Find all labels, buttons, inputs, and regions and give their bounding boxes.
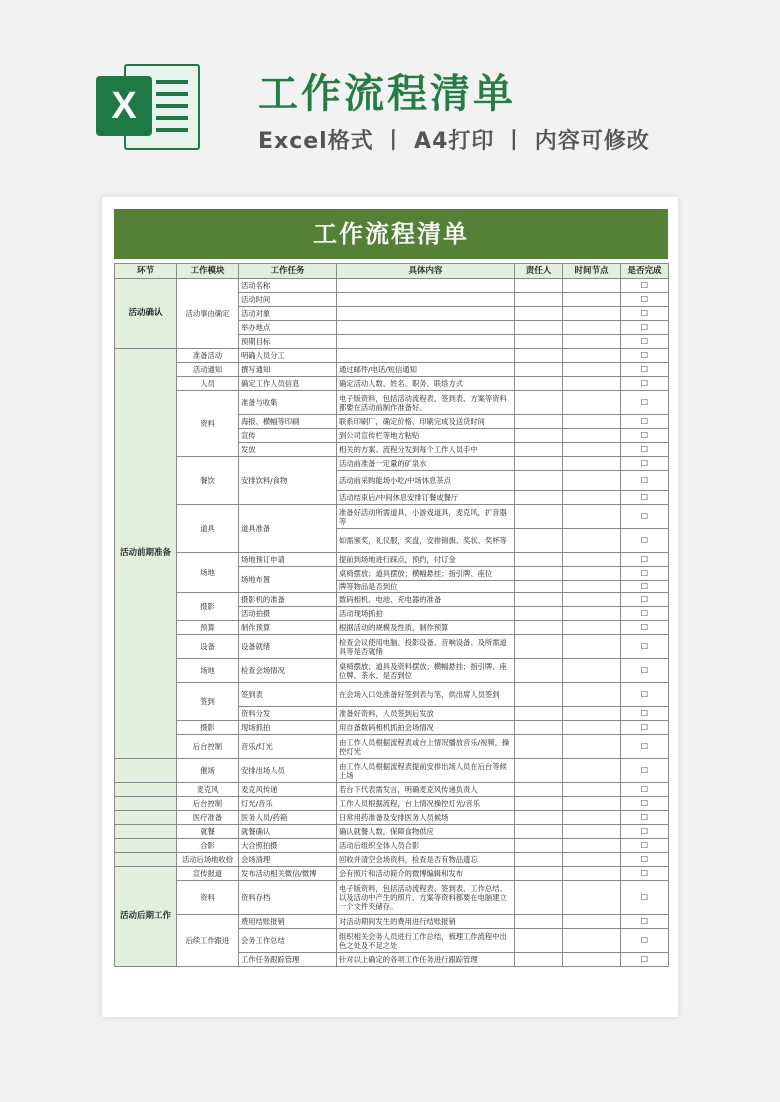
deadline-cell bbox=[563, 783, 621, 797]
stage-cell: 活动确认 bbox=[115, 279, 177, 349]
module-cell: 准备活动 bbox=[177, 349, 239, 363]
content-cell: 桌椅摆放；道具摆放；横幅悬挂；指引牌、座位 bbox=[337, 567, 515, 581]
deadline-cell bbox=[563, 391, 621, 415]
deadline-cell bbox=[563, 321, 621, 335]
done-checkbox[interactable]: ☐ bbox=[621, 707, 669, 721]
task-cell: 安排出场人员 bbox=[239, 759, 337, 783]
task-cell: 活动拍摄 bbox=[239, 607, 337, 621]
col-header-module: 工作模块 bbox=[177, 264, 239, 279]
content-cell: 数码相机、电池、充电器的准备 bbox=[337, 593, 515, 607]
owner-cell bbox=[515, 335, 563, 349]
content-cell: 电子版资料，包括活动流程表、签到表、方案等资料都要在活动前制作准备好。 bbox=[337, 391, 515, 415]
module-cell: 麦克风 bbox=[177, 783, 239, 797]
deadline-cell bbox=[563, 825, 621, 839]
deadline-cell bbox=[563, 759, 621, 783]
task-cell: 准备与收集 bbox=[239, 391, 337, 415]
workflow-table bbox=[114, 263, 669, 967]
task-cell: 设备就绪 bbox=[239, 635, 337, 659]
content-cell: 相关的方案、流程分发到每个工作人员手中 bbox=[337, 443, 515, 457]
module-cell: 预算 bbox=[177, 621, 239, 635]
content-cell: 在会场入口处准备好签到表与笔，供出席人员签到 bbox=[337, 683, 515, 707]
stage-cell bbox=[115, 759, 177, 783]
task-cell: 制作预算 bbox=[239, 621, 337, 635]
owner-cell bbox=[515, 293, 563, 307]
deadline-cell bbox=[563, 953, 621, 967]
done-checkbox[interactable]: ☐ bbox=[621, 929, 669, 953]
done-checkbox[interactable]: ☐ bbox=[621, 593, 669, 607]
done-checkbox[interactable]: ☐ bbox=[621, 377, 669, 391]
done-checkbox[interactable]: ☐ bbox=[621, 279, 669, 293]
owner-cell bbox=[515, 471, 563, 491]
done-checkbox[interactable]: ☐ bbox=[621, 853, 669, 867]
module-cell: 宣传报道 bbox=[177, 867, 239, 881]
done-checkbox[interactable]: ☐ bbox=[621, 335, 669, 349]
deadline-cell bbox=[563, 553, 621, 567]
owner-cell bbox=[515, 391, 563, 415]
table-row bbox=[115, 377, 669, 391]
table-row bbox=[115, 349, 669, 363]
content-cell: 联系印刷厂，确定价格、印刷完成及送货时间 bbox=[337, 415, 515, 429]
deadline-cell bbox=[563, 915, 621, 929]
owner-cell bbox=[515, 415, 563, 429]
task-cell: 资料存档 bbox=[239, 881, 337, 915]
col-header-stage: 环节 bbox=[115, 264, 177, 279]
deadline-cell bbox=[563, 279, 621, 293]
task-cell: 宣传 bbox=[239, 429, 337, 443]
table-row bbox=[115, 811, 669, 825]
content-cell: 针对以上确定的各项工作任务进行跟踪管理 bbox=[337, 953, 515, 967]
page-header bbox=[0, 0, 780, 195]
owner-cell bbox=[515, 881, 563, 915]
task-cell: 场地布置 bbox=[239, 567, 337, 593]
task-cell: 就餐确认 bbox=[239, 825, 337, 839]
deadline-cell bbox=[563, 377, 621, 391]
owner-cell bbox=[515, 491, 563, 505]
owner-cell bbox=[515, 721, 563, 735]
module-cell: 活动通知 bbox=[177, 363, 239, 377]
done-checkbox[interactable]: ☐ bbox=[621, 429, 669, 443]
task-cell: 确定工作人员信息 bbox=[239, 377, 337, 391]
content-cell: 活动现场抓拍 bbox=[337, 607, 515, 621]
content-cell: 准备好活动所需道具，小游戏道具，麦克风，扩音器等 bbox=[337, 505, 515, 529]
deadline-cell bbox=[563, 491, 621, 505]
table-row bbox=[115, 839, 669, 853]
owner-cell bbox=[515, 593, 563, 607]
task-cell: 检查会场情况 bbox=[239, 659, 337, 683]
table-row bbox=[115, 759, 669, 783]
done-checkbox[interactable]: ☐ bbox=[621, 307, 669, 321]
content-cell: 准备好资料，人员签到后发放 bbox=[337, 707, 515, 721]
task-cell: 活动名称 bbox=[239, 279, 337, 293]
table-row bbox=[115, 593, 669, 607]
deadline-cell bbox=[563, 721, 621, 735]
deadline-cell bbox=[563, 707, 621, 721]
done-checkbox[interactable]: ☐ bbox=[621, 825, 669, 839]
owner-cell bbox=[515, 505, 563, 529]
done-checkbox[interactable]: ☐ bbox=[621, 735, 669, 759]
content-cell: 活动前准备一定量的矿泉水 bbox=[337, 457, 515, 471]
task-cell: 预期目标 bbox=[239, 335, 337, 349]
module-cell: 场地 bbox=[177, 659, 239, 683]
owner-cell bbox=[515, 853, 563, 867]
content-cell: 确认就餐人数，保障食物供应 bbox=[337, 825, 515, 839]
module-cell: 就餐 bbox=[177, 825, 239, 839]
done-checkbox[interactable]: ☐ bbox=[621, 659, 669, 683]
done-checkbox[interactable]: ☐ bbox=[621, 607, 669, 621]
done-checkbox[interactable]: ☐ bbox=[621, 415, 669, 429]
module-cell: 签到 bbox=[177, 683, 239, 721]
owner-cell bbox=[515, 825, 563, 839]
stage-cell bbox=[115, 825, 177, 839]
deadline-cell bbox=[563, 659, 621, 683]
done-checkbox[interactable]: ☐ bbox=[621, 505, 669, 529]
done-checkbox[interactable]: ☐ bbox=[621, 363, 669, 377]
table-row bbox=[115, 735, 669, 759]
content-cell: 由工作人员根据流程表或台上情况播放音乐/视频，操控灯光 bbox=[337, 735, 515, 759]
content-cell: 用自备数码相机抓拍会场情况 bbox=[337, 721, 515, 735]
owner-cell bbox=[515, 811, 563, 825]
task-cell: 发布活动相关微信/微博 bbox=[239, 867, 337, 881]
table-row bbox=[115, 825, 669, 839]
owner-cell bbox=[515, 363, 563, 377]
content-cell: 通过邮件/电话/短信通知 bbox=[337, 363, 515, 377]
table-header-row bbox=[115, 264, 669, 279]
task-cell: 大合照拍摄 bbox=[239, 839, 337, 853]
task-cell: 安排饮料/食物 bbox=[239, 457, 337, 505]
owner-cell bbox=[515, 867, 563, 881]
owner-cell bbox=[515, 349, 563, 363]
content-cell: 牌等物品是否到位 bbox=[337, 581, 515, 593]
done-checkbox[interactable]: ☐ bbox=[621, 867, 669, 881]
stage-cell bbox=[115, 811, 177, 825]
owner-cell bbox=[515, 321, 563, 335]
done-checkbox[interactable]: ☐ bbox=[621, 321, 669, 335]
owner-cell bbox=[515, 797, 563, 811]
owner-cell bbox=[515, 735, 563, 759]
module-cell: 场地 bbox=[177, 553, 239, 593]
task-cell: 道具准备 bbox=[239, 505, 337, 553]
owner-cell bbox=[515, 279, 563, 293]
deadline-cell bbox=[563, 881, 621, 915]
table-row bbox=[115, 391, 669, 415]
deadline-cell bbox=[563, 567, 621, 581]
done-checkbox[interactable]: ☐ bbox=[621, 759, 669, 783]
table-row bbox=[115, 867, 669, 881]
done-checkbox[interactable]: ☐ bbox=[621, 553, 669, 567]
module-cell: 资料 bbox=[177, 881, 239, 915]
owner-cell bbox=[515, 683, 563, 707]
owner-cell bbox=[515, 839, 563, 853]
task-cell: 现场抓拍 bbox=[239, 721, 337, 735]
module-cell: 后续工作跟进 bbox=[177, 915, 239, 967]
deadline-cell bbox=[563, 635, 621, 659]
owner-cell bbox=[515, 783, 563, 797]
done-checkbox[interactable]: ☐ bbox=[621, 881, 669, 915]
content-cell: 对活动期间发生的费用进行结账报销 bbox=[337, 915, 515, 929]
content-cell: 活动前采购能场小吃/中场休息茶点 bbox=[337, 471, 515, 491]
task-cell: 活动对象 bbox=[239, 307, 337, 321]
deadline-cell bbox=[563, 363, 621, 377]
owner-cell bbox=[515, 443, 563, 457]
deadline-cell bbox=[563, 471, 621, 491]
deadline-cell bbox=[563, 429, 621, 443]
table-row bbox=[115, 505, 669, 529]
task-cell: 海报、横幅等印刷 bbox=[239, 415, 337, 429]
done-checkbox[interactable]: ☐ bbox=[621, 391, 669, 415]
page-subtitle: Excel格式 丨 A4打印 丨 内容可修改 bbox=[258, 129, 650, 154]
excel-icon bbox=[96, 54, 200, 156]
module-cell: 摄影 bbox=[177, 593, 239, 621]
done-checkbox[interactable]: ☐ bbox=[621, 635, 669, 659]
table-row bbox=[115, 783, 669, 797]
done-checkbox[interactable]: ☐ bbox=[621, 457, 669, 471]
deadline-cell bbox=[563, 293, 621, 307]
owner-cell bbox=[515, 635, 563, 659]
col-header-done: 是否完成 bbox=[621, 264, 669, 279]
content-cell: 活动结束后/中间休息安排订餐或餐厅 bbox=[337, 491, 515, 505]
module-cell: 后台控制 bbox=[177, 797, 239, 811]
task-cell: 麦克风传递 bbox=[239, 783, 337, 797]
deadline-cell bbox=[563, 529, 621, 553]
content-cell bbox=[337, 321, 515, 335]
deadline-cell bbox=[563, 607, 621, 621]
done-checkbox[interactable]: ☐ bbox=[621, 953, 669, 967]
task-cell: 发放 bbox=[239, 443, 337, 457]
table-row bbox=[115, 915, 669, 929]
col-header-content: 具体内容 bbox=[337, 264, 515, 279]
deadline-cell bbox=[563, 735, 621, 759]
owner-cell bbox=[515, 553, 563, 567]
task-cell: 明确人员分工 bbox=[239, 349, 337, 363]
sheet-title: 工作流程清单 bbox=[114, 209, 668, 259]
task-cell: 工作任务跟踪管理 bbox=[239, 953, 337, 967]
done-checkbox[interactable]: ☐ bbox=[621, 811, 669, 825]
task-cell: 撰写通知 bbox=[239, 363, 337, 377]
stage-cell bbox=[115, 783, 177, 797]
content-cell: 桌椅摆放；道具及资料摆放；横幅悬挂；指引牌、座位牌、茶水、是否到位 bbox=[337, 659, 515, 683]
content-cell bbox=[337, 307, 515, 321]
content-cell bbox=[337, 279, 515, 293]
table-row bbox=[115, 797, 669, 811]
content-cell: 日常用药准备及安排医务人员候场 bbox=[337, 811, 515, 825]
deadline-cell bbox=[563, 307, 621, 321]
content-cell: 组织相关会务人员进行工作总结，梳理工作流程中出色之处及不足之处 bbox=[337, 929, 515, 953]
col-header-task: 工作任务 bbox=[239, 264, 337, 279]
task-cell: 灯光/音乐 bbox=[239, 797, 337, 811]
owner-cell bbox=[515, 429, 563, 443]
deadline-cell bbox=[563, 853, 621, 867]
content-cell: 根据活动的规模及性质，制作预算 bbox=[337, 621, 515, 635]
task-cell: 签到表 bbox=[239, 683, 337, 707]
done-checkbox[interactable]: ☐ bbox=[621, 491, 669, 505]
deadline-cell bbox=[563, 581, 621, 593]
done-checkbox[interactable]: ☐ bbox=[621, 915, 669, 929]
owner-cell bbox=[515, 659, 563, 683]
owner-cell bbox=[515, 707, 563, 721]
table-row bbox=[115, 683, 669, 707]
task-cell: 举办地点 bbox=[239, 321, 337, 335]
done-checkbox[interactable]: ☐ bbox=[621, 443, 669, 457]
task-cell: 会场清理 bbox=[239, 853, 337, 867]
col-header-owner: 责任人 bbox=[515, 264, 563, 279]
owner-cell bbox=[515, 377, 563, 391]
task-cell: 活动时间 bbox=[239, 293, 337, 307]
done-checkbox[interactable]: ☐ bbox=[621, 567, 669, 581]
module-cell: 活动后场地收拾 bbox=[177, 853, 239, 867]
deadline-cell bbox=[563, 335, 621, 349]
task-cell: 场地预订申请 bbox=[239, 553, 337, 567]
module-cell: 人员 bbox=[177, 377, 239, 391]
table-row bbox=[115, 363, 669, 377]
content-cell: 确定活动人数、姓名、职务、联络方式 bbox=[337, 377, 515, 391]
owner-cell bbox=[515, 457, 563, 471]
content-cell bbox=[337, 293, 515, 307]
table-row bbox=[115, 635, 669, 659]
spreadsheet-preview bbox=[102, 197, 678, 1017]
table-row bbox=[115, 721, 669, 735]
deadline-cell bbox=[563, 811, 621, 825]
content-cell: 活动后组织全体人员合影 bbox=[337, 839, 515, 853]
content-cell: 若台下代表需发言，明确麦克风传递负责人 bbox=[337, 783, 515, 797]
deadline-cell bbox=[563, 929, 621, 953]
deadline-cell bbox=[563, 867, 621, 881]
deadline-cell bbox=[563, 443, 621, 457]
module-cell: 道具 bbox=[177, 505, 239, 553]
content-cell: 由工作人员根据流程表提前安排出场人员在后台等候上场 bbox=[337, 759, 515, 783]
task-cell: 摄影机的准备 bbox=[239, 593, 337, 607]
col-header-deadline: 时间节点 bbox=[563, 264, 621, 279]
done-checkbox[interactable]: ☐ bbox=[621, 797, 669, 811]
task-cell: 费用结账报销 bbox=[239, 915, 337, 929]
deadline-cell bbox=[563, 349, 621, 363]
owner-cell bbox=[515, 581, 563, 593]
task-cell: 医务人员/药箱 bbox=[239, 811, 337, 825]
done-checkbox[interactable]: ☐ bbox=[621, 471, 669, 491]
content-cell: 提前到场地进行踩点，预约，付订金 bbox=[337, 553, 515, 567]
owner-cell bbox=[515, 529, 563, 553]
task-cell: 会务工作总结 bbox=[239, 929, 337, 953]
table-row bbox=[115, 553, 669, 567]
owner-cell bbox=[515, 915, 563, 929]
owner-cell bbox=[515, 929, 563, 953]
done-checkbox[interactable]: ☐ bbox=[621, 839, 669, 853]
content-cell: 电子版资料，包括活动流程表、签到表、工作总结、以及活动中产生的照片、方案等资料都要在电脑建立一个文件夹储存。 bbox=[337, 881, 515, 915]
page-title: 工作流程清单 bbox=[258, 71, 516, 117]
owner-cell bbox=[515, 621, 563, 635]
owner-cell bbox=[515, 567, 563, 581]
module-cell: 合影 bbox=[177, 839, 239, 853]
content-cell: 检查会议使用电脑、投影设备、音响设备、及所需道具等是否就绪 bbox=[337, 635, 515, 659]
stage-cell: 活动前期准备 bbox=[115, 349, 177, 759]
deadline-cell bbox=[563, 683, 621, 707]
owner-cell bbox=[515, 607, 563, 621]
table-row bbox=[115, 659, 669, 683]
deadline-cell bbox=[563, 621, 621, 635]
deadline-cell bbox=[563, 457, 621, 471]
done-checkbox[interactable]: ☐ bbox=[621, 783, 669, 797]
deadline-cell bbox=[563, 839, 621, 853]
module-cell: 资料 bbox=[177, 391, 239, 457]
excel-x-badge: X bbox=[96, 76, 152, 136]
owner-cell bbox=[515, 953, 563, 967]
module-cell: 催场 bbox=[177, 759, 239, 783]
done-checkbox[interactable]: ☐ bbox=[621, 293, 669, 307]
deadline-cell bbox=[563, 593, 621, 607]
content-cell: 如需颁奖，礼仪服，奖盘，安排锦旗、奖状、奖杯等 bbox=[337, 529, 515, 553]
deadline-cell bbox=[563, 797, 621, 811]
deadline-cell bbox=[563, 415, 621, 429]
table-row bbox=[115, 279, 669, 293]
stage-cell bbox=[115, 797, 177, 811]
table-row bbox=[115, 853, 669, 867]
table-row bbox=[115, 621, 669, 635]
content-cell bbox=[337, 349, 515, 363]
content-cell: 回收并清空会场资料，检查是否有物品遗忘 bbox=[337, 853, 515, 867]
task-cell: 资料分发 bbox=[239, 707, 337, 721]
module-cell: 摄影 bbox=[177, 721, 239, 735]
done-checkbox[interactable]: ☐ bbox=[621, 529, 669, 553]
deadline-cell bbox=[563, 505, 621, 529]
done-checkbox[interactable]: ☐ bbox=[621, 349, 669, 363]
done-checkbox[interactable]: ☐ bbox=[621, 621, 669, 635]
stage-cell bbox=[115, 853, 177, 867]
done-checkbox[interactable]: ☐ bbox=[621, 683, 669, 707]
content-cell: 工作人员根据流程，台上情况操控灯光/音乐 bbox=[337, 797, 515, 811]
module-cell: 设备 bbox=[177, 635, 239, 659]
task-cell: 音乐/灯光 bbox=[239, 735, 337, 759]
module-cell: 餐饮 bbox=[177, 457, 239, 505]
stage-cell: 活动后期工作 bbox=[115, 867, 177, 967]
owner-cell bbox=[515, 307, 563, 321]
done-checkbox[interactable]: ☐ bbox=[621, 581, 669, 593]
content-cell bbox=[337, 335, 515, 349]
done-checkbox[interactable]: ☐ bbox=[621, 721, 669, 735]
content-cell: 到公司宣传栏等地方粘贴 bbox=[337, 429, 515, 443]
module-cell: 后台控制 bbox=[177, 735, 239, 759]
content-cell: 会有照片和活动简介的微博编辑和发布 bbox=[337, 867, 515, 881]
table-row bbox=[115, 457, 669, 471]
stage-cell bbox=[115, 839, 177, 853]
owner-cell bbox=[515, 759, 563, 783]
module-cell: 医疗准备 bbox=[177, 811, 239, 825]
module-cell: 活动事由确定 bbox=[177, 279, 239, 349]
table-row bbox=[115, 881, 669, 915]
